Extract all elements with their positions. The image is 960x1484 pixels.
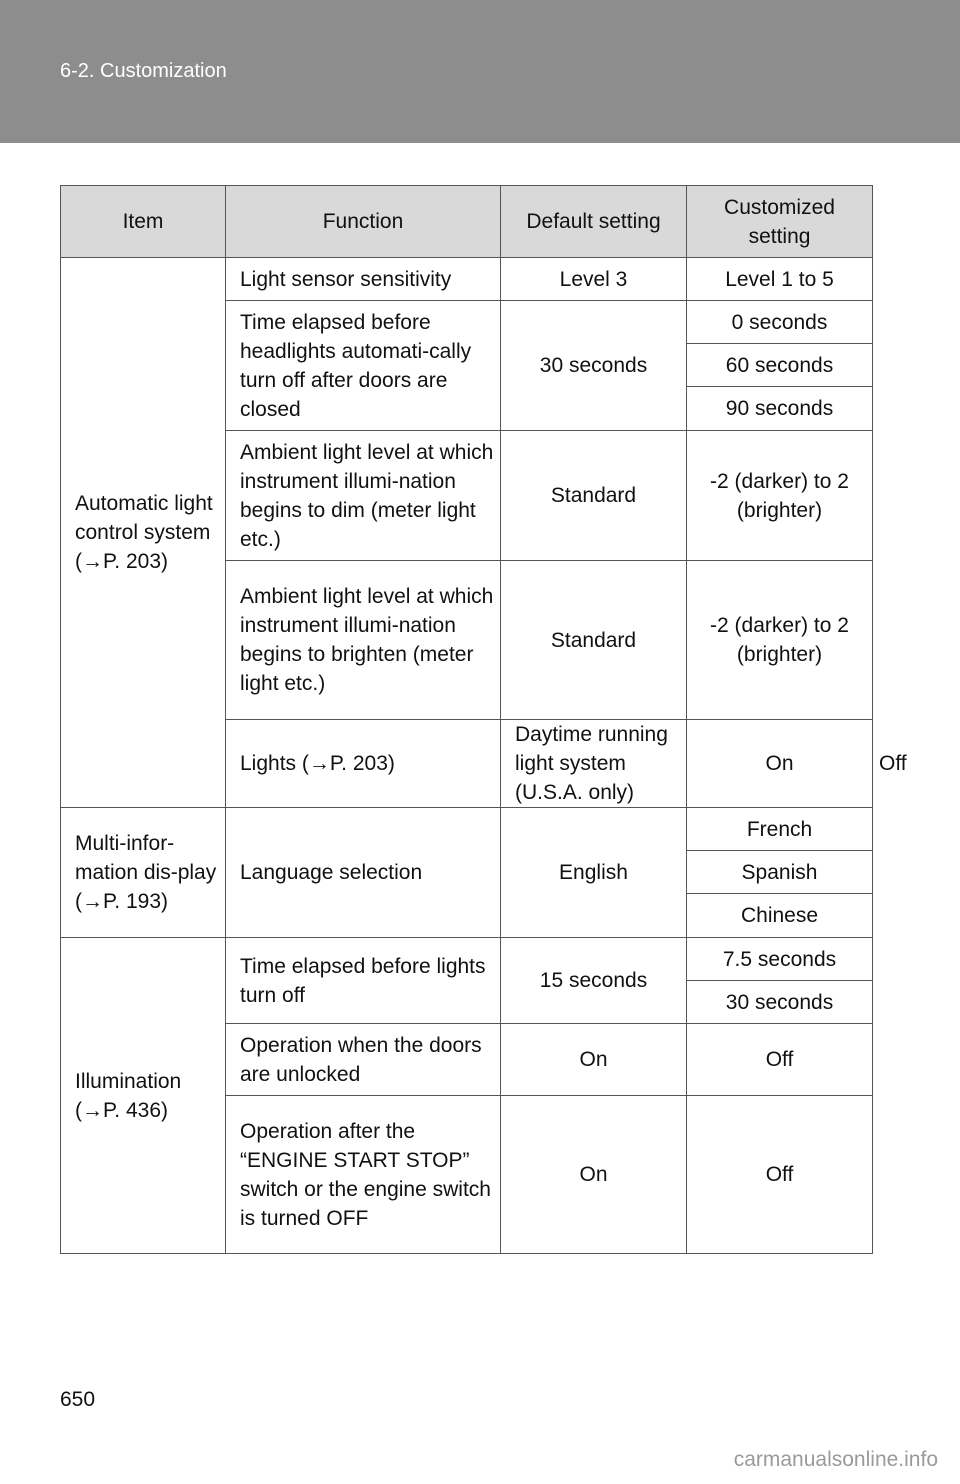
page-number: 650 [60, 1388, 96, 1411]
custom-cell: 90 seconds [687, 387, 873, 431]
header-band [0, 0, 960, 143]
custom-cell: 0 seconds [687, 301, 873, 344]
function-cell: Time elapsed before lights turn off [226, 938, 501, 1024]
table-row [61, 938, 873, 981]
header-default: Default setting [501, 186, 687, 258]
custom-cell: 7.5 seconds [687, 938, 873, 981]
default-cell: On [501, 1096, 687, 1254]
custom-cell: Level 1 to 5 [687, 258, 873, 301]
function-cell: Ambient light level at which instrument illumi-nation begins to dim (meter light etc.) [226, 431, 501, 561]
header-function: Function [226, 186, 501, 258]
section-title: 6-2. Customization [60, 60, 227, 82]
function-cell: Operation after the “ENGINE START STOP” switch or the engine switch is turned OFF [226, 1096, 501, 1254]
header-item: Item [61, 186, 226, 258]
table-row: Lights (→P. 203) Daytime running light system (U.S.A. only) On Off [61, 720, 873, 808]
custom-cell: Off [687, 1096, 873, 1254]
custom-cell: Spanish [687, 851, 873, 894]
default-cell: English [501, 808, 687, 938]
table-row [61, 808, 873, 851]
custom-cell: Off [687, 1024, 873, 1096]
header-customized: Customized setting [687, 186, 873, 258]
custom-cell: 60 seconds [687, 344, 873, 387]
default-cell: 30 seconds [501, 301, 687, 431]
default-cell: Standard [501, 431, 687, 561]
default-cell: Level 3 [501, 258, 687, 301]
item-cell: Illumination (→P. 436) [61, 938, 226, 1254]
custom-cell: -2 (darker) to 2 (brighter) [687, 431, 873, 561]
function-cell: Language selection [226, 808, 501, 938]
default-cell: 15 seconds [501, 938, 687, 1024]
function-cell: Daytime running light system (U.S.A. only) [501, 720, 687, 808]
default-cell: On [501, 1024, 687, 1096]
customization-table [60, 185, 907, 1254]
function-cell: Operation when the doors are unlocked [226, 1024, 501, 1096]
watermark: carmanualsonline.info [733, 1448, 938, 1471]
custom-cell: 30 seconds [687, 981, 873, 1024]
custom-cell: French [687, 808, 873, 851]
function-cell: Time elapsed before headlights automati-cally turn off after doors are closed [226, 301, 501, 431]
custom-cell: -2 (darker) to 2 (brighter) [687, 561, 873, 720]
custom-cell: Chinese [687, 894, 873, 938]
default-cell: Standard [501, 561, 687, 720]
default-cell: On [687, 720, 873, 808]
item-cell: Automatic light control system (→P. 203) [61, 258, 226, 808]
table-header-row [61, 186, 873, 258]
function-cell: Light sensor sensitivity [226, 258, 501, 301]
table-row [61, 258, 873, 301]
item-cell: Lights (→P. 203) [226, 720, 501, 808]
function-cell: Ambient light level at which instrument illumi-nation begins to brighten (meter light etc.) [226, 561, 501, 720]
item-cell: Multi-infor-mation dis-play (→P. 193) [61, 808, 226, 938]
